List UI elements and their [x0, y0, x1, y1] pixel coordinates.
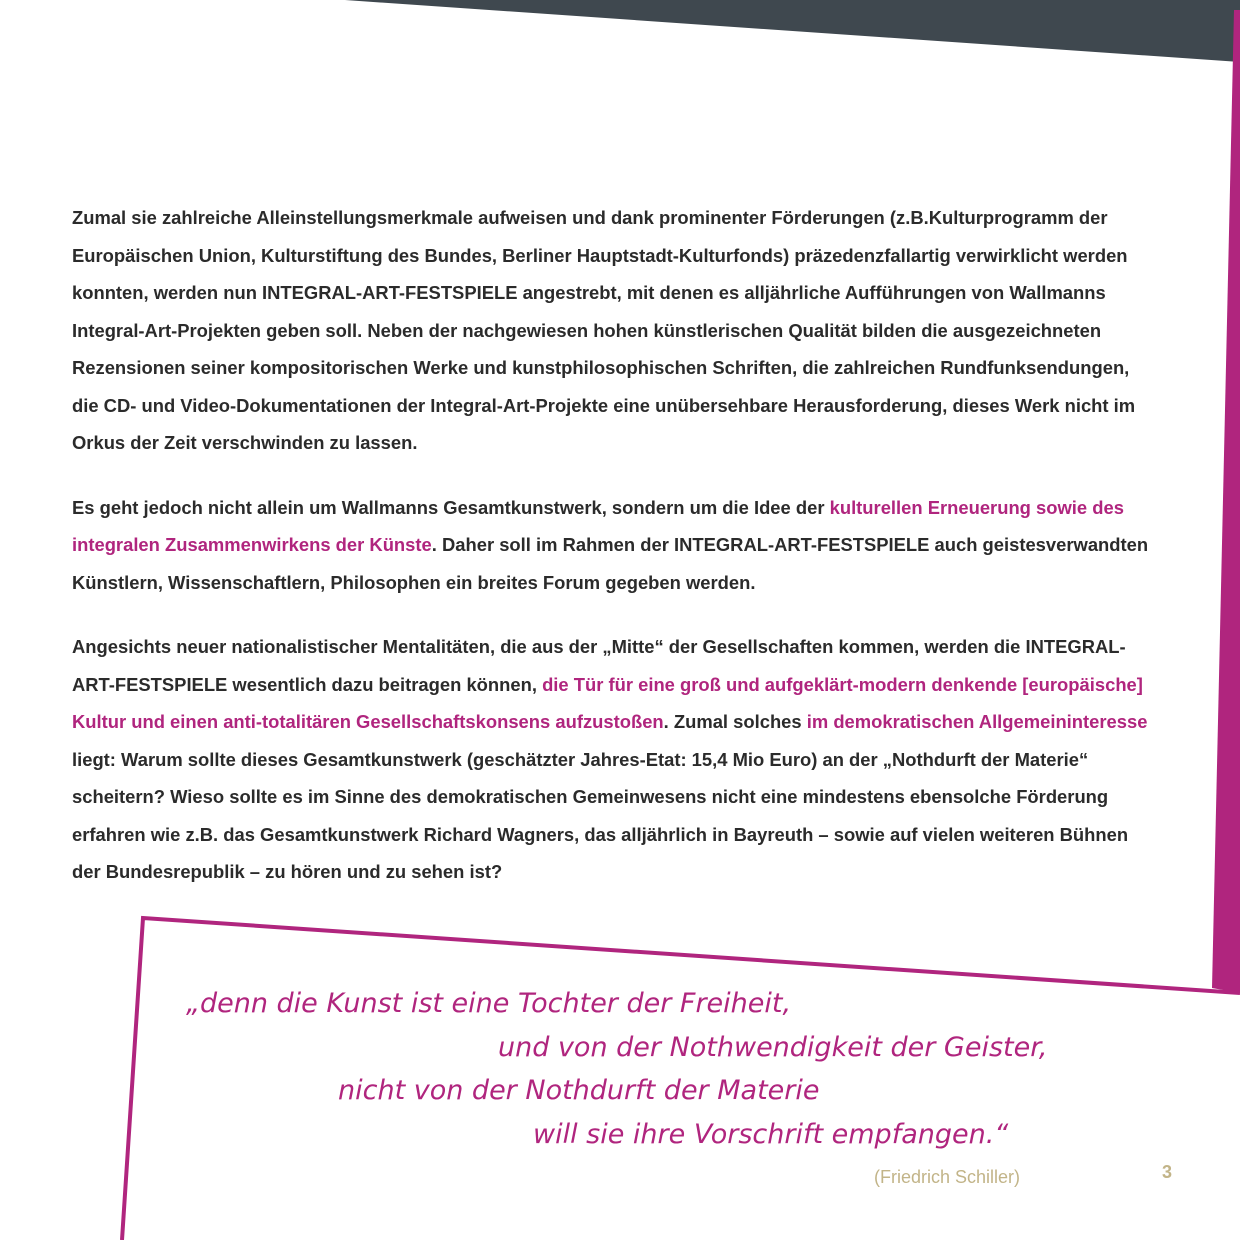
- quote-frame: [122, 918, 1240, 1240]
- paragraph-2: [72, 489, 1157, 602]
- body-text: [72, 199, 1157, 918]
- right-accent-band: [1212, 10, 1240, 993]
- paragraph-1: [72, 199, 1157, 462]
- quote-line-4: will sie ihre Vorschrift empfangen.“: [533, 1119, 1009, 1150]
- quote-line-2: und von der Nothwendigkeit der Geister,: [498, 1032, 1048, 1063]
- paragraph-3-text-b: . Zumal solches: [663, 711, 807, 732]
- paragraph-3-text-c: liegt: Warum sollte dieses Gesamtkunstwerk (geschätzter Jahres-Etat: 15,4 Mio Euro) an der „Nothdurft der Materie“ scheitern? Wieso sollte es im Sinne des demokratischen Gemeinwesens nicht eine mindestens ebensolche Förderung erfahren wie z.B. das Gesamtkunstwerk Richard Wagners, das alljährlich in Bayreuth – sowie auf vielen weiteren Bühnen der Bundesrepublik – zu hören und zu sehen ist?: [72, 748, 1129, 882]
- paragraph-3: [72, 628, 1157, 891]
- quote-line-1: „denn die Kunst ist eine Tochter der Freiheit,: [186, 988, 792, 1019]
- quote-author: (Friedrich Schiller): [874, 1167, 1021, 1187]
- paragraph-3-text-a: Angesichts neuer nationalistischer Mentalitäten, die aus der „Mitte“ der Gesellschaften kommen, werden die INTEGRAL-ART-FESTSPIELE wesentlich dazu beitragen können,: [72, 636, 1126, 695]
- top-dark-band: [345, 0, 1240, 62]
- paragraph-2-text-b: . Daher soll im Rahmen der INTEGRAL-ART-FESTSPIELE auch geistesverwandten Künstlern, Wissenschaftlern, Philosophen ein breites Forum gegeben werden.: [72, 534, 1149, 593]
- paragraph-2-highlight: kulturellen Erneuerung sowie des integralen Zusammenwirkens der Künste: [72, 496, 1124, 555]
- paragraph-3-highlight-1: die Tür für eine groß und aufgeklärt-modern denkende [europäische] Kultur und einen anti-totalitären Gesellschaftskonsens aufzustoßen: [72, 673, 1143, 732]
- paragraph-3-highlight-2: im demokratischen Allgemeininteresse: [806, 711, 1148, 732]
- quote-line-3: nicht von der Nothdurft der Materie: [338, 1075, 820, 1106]
- paragraph-2-text-a: Es geht jedoch nicht allein um Wallmanns Gesamtkunstwerk, sondern um die Idee der: [72, 496, 830, 518]
- page-number: 3: [1162, 1162, 1173, 1182]
- paragraph-1-text: Zumal sie zahlreiche Alleinstellungsmerkmale aufweisen und dank prominenter Förderungen (z.B.Kulturprogramm der Europäischen Union, Kulturstiftung des Bundes, Berliner Hauptstadt-Kulturfonds) präzedenzfallartig verwirklicht werden konnten, werden nun INTEGRAL-ART-FESTSPIELE angestrebt, mit denen es alljährliche Aufführungen von Wallmanns Integral-Art-Projekten geben soll. Neben der nachgewiesen hohen künstlerischen Qualität bilden die ausgezeichneten Rezensionen seiner kompositorischen Werke und kunstphilosophischen Schriften, die zahlreichen Rundfunksendungen, die CD- und Video-Dokumentationen der Integral-Art-Projekte eine unübersehbare Herausforderung, dieses Werk nicht im Orkus der Zeit verschwinden zu lassen.: [72, 207, 1136, 453]
